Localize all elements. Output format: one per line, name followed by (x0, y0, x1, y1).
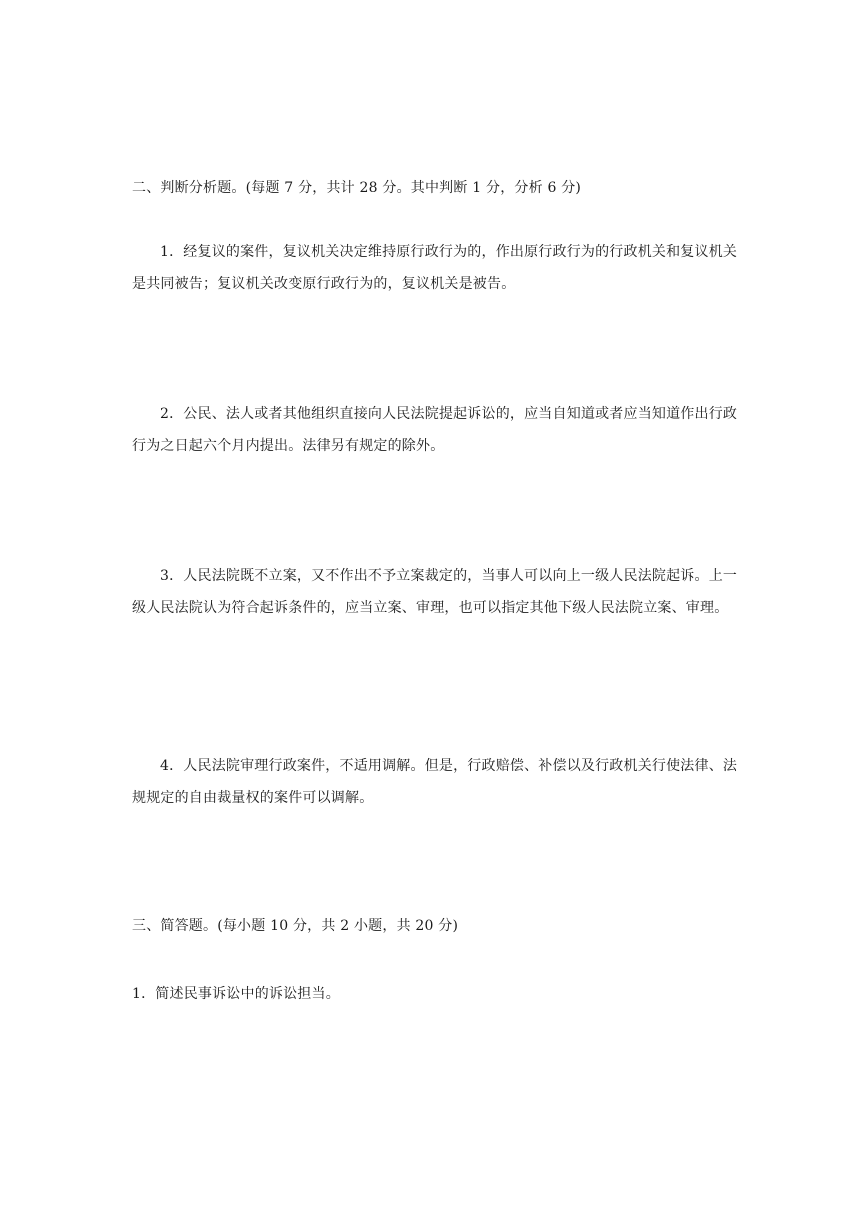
section-heading-short-answer: 三、简答题。(每小题 10 分，共 2 小题，共 20 分) (132, 918, 459, 934)
question-item-4: 4．人民法院审理行政案件，不适用调解。但是，行政赔偿、补偿以及行政机关行使法律、法规规定的自由裁量权的案件可以调解。 (132, 758, 738, 806)
short-answer-item-1: 1．简述民事诉讼中的诉讼担当。 (132, 986, 340, 1002)
question-item-2: 2．公民、法人或者其他组织直接向人民法院提起诉讼的，应当自知道或者应当知道作出行政行为之日起六个月内提出。法律另有规定的除外。 (132, 406, 738, 454)
section-heading-judgment-analysis: 二、判断分析题。(每题 7 分，共计 28 分。其中判断 1 分，分析 6 分) (132, 180, 582, 196)
question-item-3: 3．人民法院既不立案，又不作出不予立案裁定的，当事人可以向上一级人民法院起诉。上一级人民法院认为符合起诉条件的，应当立案、审理，也可以指定其他下级人民法院立案、审理。 (132, 568, 738, 616)
question-item-1: 1．经复议的案件，复议机关决定维持原行政行为的，作出原行政行为的行政机关和复议机关是共同被告；复议机关改变原行政行为的，复议机关是被告。 (132, 244, 738, 292)
